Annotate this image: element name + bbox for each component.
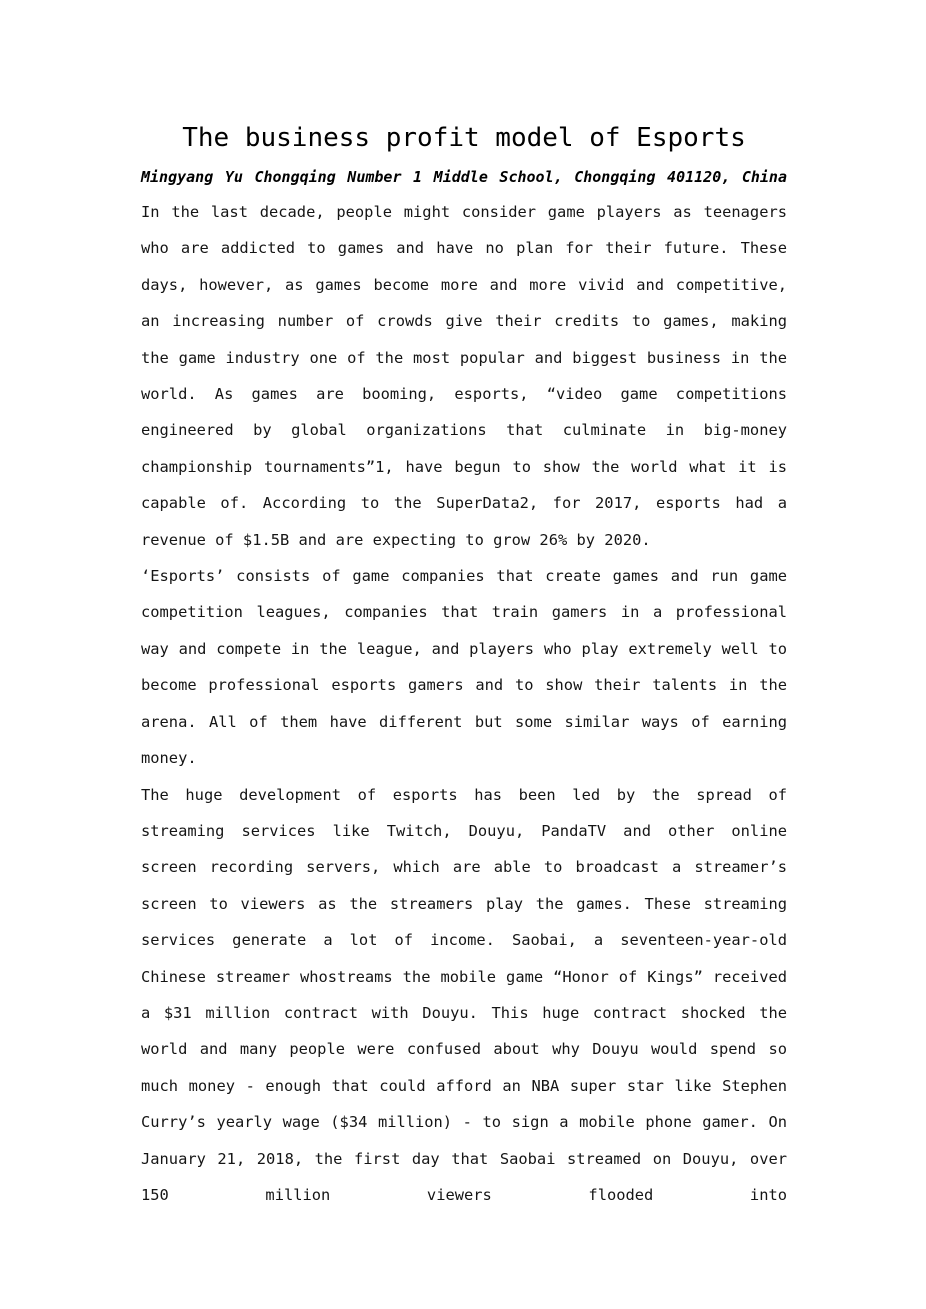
document-page — [141, 118, 787, 1213]
paragraph-intro: In the last decade, people might consider game players as teenagers who are addicted to games and have no plan for their future. These days, however, as games become more and more vivid and competitive, an increasing number of crowds give their credits to games, making the game industry one of the most popular and biggest business in the world. As games are booming, esports, “video game competitions engineered by global organizations that culminate in big-money championship tournaments”1, have begun to show the world what it is capable of. According to the SuperData2, for 2017, esports had a revenue of $1.5B and are expecting to grow 26% by 2020. — [141, 203, 787, 549]
paragraph-esports-composition: ‘Esports’ consists of game companies that create games and run game competition leagues, companies that train gamers in a professional way and compete in the league, and players who play extremely well to become professional esports gamers and to show their talents in the arena. All of them have different but some similar ways of earning money. — [141, 567, 787, 768]
document-title: The business profit model of Esports — [182, 123, 746, 153]
author-affiliation: Mingyang Yu Chongqing Number 1 Middle School, Chongqing 401120, China — [141, 168, 787, 186]
paragraph-streaming: The huge development of esports has been led by the spread of streaming services like Twitch, Douyu, PandaTV and other online screen recording servers, which are able to broadcast a streamer’s screen to viewers as the streamers play the games. These streaming services generate a lot of income. Saobai, a seventeen-year-old Chinese streamer whostreams the mobile game “Honor of Kings” received a $31 million contract with Douyu. This huge contract shocked the world and many people were confused about why Douyu would spend so much money - enough that could afford an NBA super star like Stephen Curry’s yearly wage ($34 million) - to sign a mobile phone gamer. On January 21, 2018, the first day that Saobai streamed on Douyu, over 150 million viewers flooded into — [141, 785, 787, 1204]
